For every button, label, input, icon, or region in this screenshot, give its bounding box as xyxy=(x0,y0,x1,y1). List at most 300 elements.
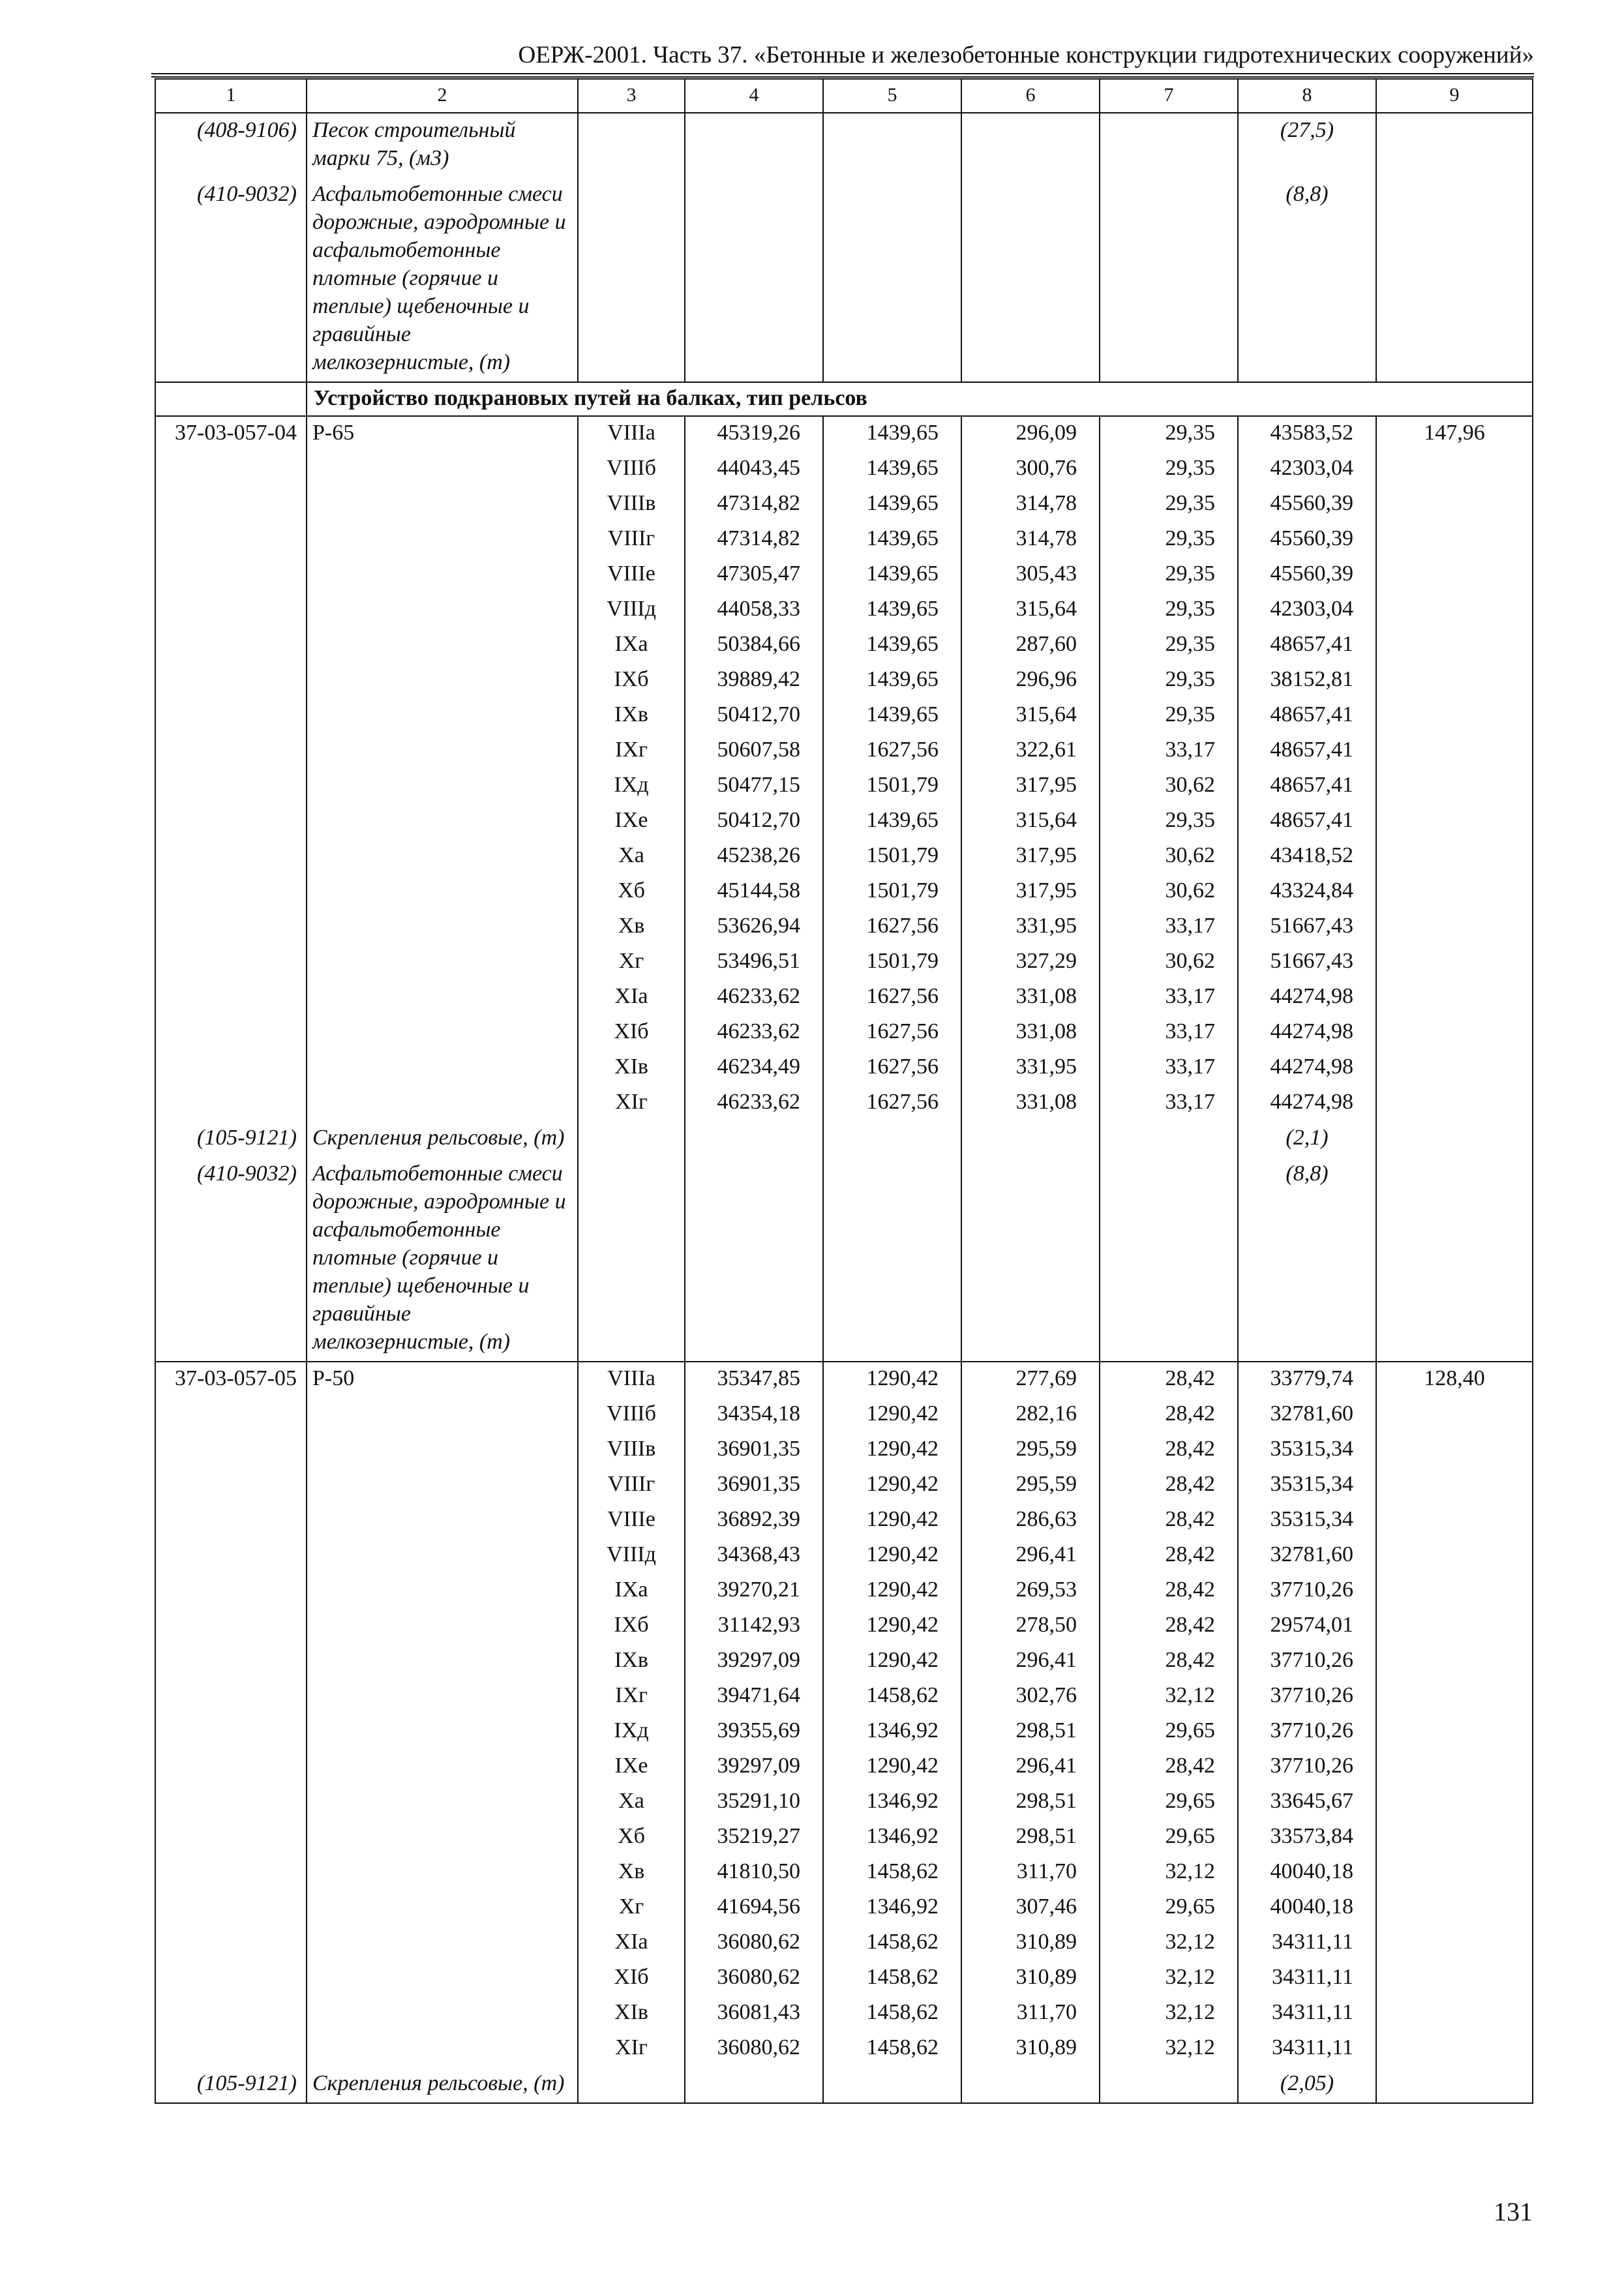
direct-cost: 36901,35 xyxy=(685,1468,823,1503)
machinist-wages: 30,62 xyxy=(1100,839,1238,875)
direct-cost: 44058,33 xyxy=(685,593,823,628)
climate-zone: XIв xyxy=(578,1996,685,2031)
machinist-wages: 28,42 xyxy=(1100,1468,1238,1503)
machinist-wages: 28,42 xyxy=(1100,1574,1238,1609)
climate-zone: VIIIб xyxy=(578,1398,685,1433)
machine-operation: 298,51 xyxy=(961,1820,1100,1855)
column-number: 3 xyxy=(578,79,685,113)
direct-cost: 44043,45 xyxy=(685,452,823,487)
resource-name: Скрепления рельсовые, (т) xyxy=(307,2067,578,2103)
wages: 1627,56 xyxy=(823,1051,961,1086)
section-title: Устройство подкрановых путей на балках, тип рельсов xyxy=(307,382,1533,416)
resource-row xyxy=(155,2067,1533,2103)
materials-cost: 44274,98 xyxy=(1238,1051,1376,1086)
materials-cost: 40040,18 xyxy=(1238,1855,1376,1891)
direct-cost: 39889,42 xyxy=(685,663,823,698)
wages: 1627,56 xyxy=(823,734,961,769)
machine-operation: 282,16 xyxy=(961,1398,1100,1433)
wages: 1458,62 xyxy=(823,1855,961,1891)
wages: 1346,92 xyxy=(823,1785,961,1820)
resource-quantity: (8,8) xyxy=(1238,177,1376,382)
resource-row xyxy=(155,113,1533,177)
wages: 1458,62 xyxy=(823,1679,961,1714)
direct-cost: 36080,62 xyxy=(685,1926,823,1961)
empty-cell xyxy=(1100,113,1238,177)
entry-code: 37-03-057-05 xyxy=(155,1362,307,2067)
wages: 1290,42 xyxy=(823,1362,961,1398)
machine-operation: 322,61 xyxy=(961,734,1100,769)
materials-cost: 37710,26 xyxy=(1238,1644,1376,1679)
machine-operation: 307,46 xyxy=(961,1891,1100,1926)
climate-zone: VIIIа xyxy=(578,416,685,452)
wages: 1439,65 xyxy=(823,487,961,522)
machine-operation: 331,95 xyxy=(961,1051,1100,1086)
machine-operation: 315,64 xyxy=(961,593,1100,628)
materials-cost: 33645,67 xyxy=(1238,1785,1376,1820)
empty-cell xyxy=(823,113,961,177)
materials-cost: 51667,43 xyxy=(1238,910,1376,945)
machine-operation: 317,95 xyxy=(961,839,1100,875)
climate-zone: Xб xyxy=(578,875,685,910)
machine-operation: 314,78 xyxy=(961,522,1100,558)
wages: 1458,62 xyxy=(823,1961,961,1996)
wages: 1439,65 xyxy=(823,522,961,558)
wages: 1346,92 xyxy=(823,1820,961,1855)
machine-operation: 295,59 xyxy=(961,1433,1100,1468)
wages: 1627,56 xyxy=(823,910,961,945)
resource-quantity: (27,5) xyxy=(1238,113,1376,177)
machinist-wages: 32,12 xyxy=(1100,1961,1238,1996)
empty-cell xyxy=(823,2067,961,2103)
direct-cost: 46233,62 xyxy=(685,1086,823,1121)
materials-cost: 48657,41 xyxy=(1238,804,1376,839)
wages: 1439,65 xyxy=(823,452,961,487)
machinist-wages: 32,12 xyxy=(1100,1996,1238,2031)
machine-operation: 278,50 xyxy=(961,1609,1100,1644)
empty-cell xyxy=(823,177,961,382)
climate-zone: IXе xyxy=(578,804,685,839)
direct-cost: 47314,82 xyxy=(685,487,823,522)
machinist-wages: 33,17 xyxy=(1100,910,1238,945)
empty-cell xyxy=(578,1157,685,1362)
climate-zone: IXе xyxy=(578,1750,685,1785)
climate-zone: IXг xyxy=(578,1679,685,1714)
climate-zone: Xа xyxy=(578,1785,685,1820)
machinist-wages: 29,65 xyxy=(1100,1714,1238,1750)
materials-cost: 45560,39 xyxy=(1238,558,1376,593)
empty-cell xyxy=(155,382,307,416)
climate-zone: XIа xyxy=(578,1926,685,1961)
empty-cell xyxy=(1376,2067,1533,2103)
materials-cost: 34311,11 xyxy=(1238,1926,1376,1961)
machine-operation: 287,60 xyxy=(961,628,1100,663)
empty-cell xyxy=(1100,177,1238,382)
machinist-wages: 29,35 xyxy=(1100,416,1238,452)
climate-zone: VIIIв xyxy=(578,487,685,522)
resource-code: (410-9032) xyxy=(155,1157,307,1362)
machine-operation: 315,64 xyxy=(961,804,1100,839)
empty-cell xyxy=(1376,1121,1533,1157)
machinist-wages: 28,42 xyxy=(1100,1750,1238,1785)
wages: 1290,42 xyxy=(823,1538,961,1574)
materials-cost: 29574,01 xyxy=(1238,1609,1376,1644)
machine-operation: 331,08 xyxy=(961,1015,1100,1051)
entry-name: Р-65 xyxy=(307,416,578,1121)
column-number: 6 xyxy=(961,79,1100,113)
wages: 1458,62 xyxy=(823,1996,961,2031)
climate-zone: VIIIб xyxy=(578,452,685,487)
machine-operation: 311,70 xyxy=(961,1855,1100,1891)
direct-cost: 35219,27 xyxy=(685,1820,823,1855)
machinist-wages: 29,35 xyxy=(1100,698,1238,734)
machine-operation: 277,69 xyxy=(961,1362,1100,1398)
machinist-wages: 29,35 xyxy=(1100,487,1238,522)
materials-cost: 43418,52 xyxy=(1238,839,1376,875)
direct-cost: 36081,43 xyxy=(685,1996,823,2031)
empty-cell xyxy=(1376,1157,1533,1362)
direct-cost: 47314,82 xyxy=(685,522,823,558)
wages: 1439,65 xyxy=(823,558,961,593)
resource-row xyxy=(155,1121,1533,1157)
materials-cost: 48657,41 xyxy=(1238,734,1376,769)
resource-code: (105-9121) xyxy=(155,2067,307,2103)
resource-code: (410-9032) xyxy=(155,177,307,382)
machinist-wages: 28,42 xyxy=(1100,1398,1238,1433)
machinist-wages: 32,12 xyxy=(1100,1855,1238,1891)
empty-cell xyxy=(961,1121,1100,1157)
wages: 1439,65 xyxy=(823,628,961,663)
climate-zone: Xа xyxy=(578,839,685,875)
materials-cost: 37710,26 xyxy=(1238,1679,1376,1714)
machine-operation: 314,78 xyxy=(961,487,1100,522)
direct-cost: 53496,51 xyxy=(685,945,823,980)
column-number: 7 xyxy=(1100,79,1238,113)
machinist-wages: 33,17 xyxy=(1100,1051,1238,1086)
entry-name: Р-50 xyxy=(307,1362,578,2067)
labor-cost: 128,40 xyxy=(1376,1362,1533,2067)
materials-cost: 45560,39 xyxy=(1238,522,1376,558)
empty-cell xyxy=(961,1157,1100,1362)
direct-cost: 50412,70 xyxy=(685,804,823,839)
labor-cost: 147,96 xyxy=(1376,416,1533,1121)
empty-cell xyxy=(823,1157,961,1362)
column-number: 1 xyxy=(155,79,307,113)
wages: 1290,42 xyxy=(823,1398,961,1433)
climate-zone: IXв xyxy=(578,1644,685,1679)
climate-zone: VIIIв xyxy=(578,1433,685,1468)
materials-cost: 35315,34 xyxy=(1238,1433,1376,1468)
direct-cost: 41694,56 xyxy=(685,1891,823,1926)
materials-cost: 34311,11 xyxy=(1238,2031,1376,2067)
resource-name: Скрепления рельсовые, (т) xyxy=(307,1121,578,1157)
direct-cost: 39355,69 xyxy=(685,1714,823,1750)
climate-zone: VIIIе xyxy=(578,558,685,593)
direct-cost: 45144,58 xyxy=(685,875,823,910)
machinist-wages: 30,62 xyxy=(1100,769,1238,804)
direct-cost: 45319,26 xyxy=(685,416,823,452)
climate-zone: XIа xyxy=(578,980,685,1015)
wages: 1290,42 xyxy=(823,1609,961,1644)
empty-cell xyxy=(578,177,685,382)
climate-zone: VIIIа xyxy=(578,1362,685,1398)
materials-cost: 33573,84 xyxy=(1238,1820,1376,1855)
machine-operation: 296,96 xyxy=(961,663,1100,698)
direct-cost: 47305,47 xyxy=(685,558,823,593)
wages: 1290,42 xyxy=(823,1433,961,1468)
resource-quantity: (2,05) xyxy=(1238,2067,1376,2103)
empty-cell xyxy=(1376,113,1533,177)
climate-zone: IXб xyxy=(578,1609,685,1644)
table-row xyxy=(155,416,1533,452)
running-header: ОЕРЖ-2001. Часть 37. «Бетонные и железобетонные конструкции гидротехнических сооружений» xyxy=(518,42,1534,68)
materials-cost: 48657,41 xyxy=(1238,698,1376,734)
machine-operation: 331,08 xyxy=(961,980,1100,1015)
resource-name: Асфальтобетонные смеси дорожные, аэродромные и асфальтобетонные плотные (горячие и теплые) щебеночные и гравийные мелкозернистые, (т) xyxy=(307,1157,578,1362)
machine-operation: 296,41 xyxy=(961,1538,1100,1574)
column-number-row xyxy=(155,79,1533,113)
table-row xyxy=(155,1362,1533,1398)
empty-cell xyxy=(1100,2067,1238,2103)
materials-cost: 51667,43 xyxy=(1238,945,1376,980)
wages: 1290,42 xyxy=(823,1644,961,1679)
materials-cost: 44274,98 xyxy=(1238,1015,1376,1051)
climate-zone: VIIIд xyxy=(578,1538,685,1574)
empty-cell xyxy=(1376,177,1533,382)
machinist-wages: 29,65 xyxy=(1100,1820,1238,1855)
machinist-wages: 29,35 xyxy=(1100,663,1238,698)
machine-operation: 296,09 xyxy=(961,416,1100,452)
wages: 1458,62 xyxy=(823,1926,961,1961)
materials-cost: 42303,04 xyxy=(1238,452,1376,487)
section-row xyxy=(155,382,1533,416)
empty-cell xyxy=(1100,1121,1238,1157)
direct-cost: 50607,58 xyxy=(685,734,823,769)
materials-cost: 35315,34 xyxy=(1238,1468,1376,1503)
direct-cost: 36901,35 xyxy=(685,1433,823,1468)
empty-cell xyxy=(685,177,823,382)
machine-operation: 269,53 xyxy=(961,1574,1100,1609)
climate-zone: VIIIе xyxy=(578,1503,685,1538)
machine-operation: 327,29 xyxy=(961,945,1100,980)
direct-cost: 39297,09 xyxy=(685,1750,823,1785)
direct-cost: 46233,62 xyxy=(685,980,823,1015)
machinist-wages: 29,65 xyxy=(1100,1785,1238,1820)
wages: 1290,42 xyxy=(823,1750,961,1785)
direct-cost: 36892,39 xyxy=(685,1503,823,1538)
machine-operation: 315,64 xyxy=(961,698,1100,734)
climate-zone: IXд xyxy=(578,1714,685,1750)
machinist-wages: 29,35 xyxy=(1100,558,1238,593)
wages: 1290,42 xyxy=(823,1468,961,1503)
header-rule xyxy=(151,73,1534,74)
machine-operation: 298,51 xyxy=(961,1714,1100,1750)
direct-cost: 39270,21 xyxy=(685,1574,823,1609)
wages: 1501,79 xyxy=(823,875,961,910)
wages: 1439,65 xyxy=(823,698,961,734)
climate-zone: Xб xyxy=(578,1820,685,1855)
resource-quantity: (2,1) xyxy=(1238,1121,1376,1157)
climate-zone: VIIIг xyxy=(578,1468,685,1503)
column-number: 2 xyxy=(307,79,578,113)
machine-operation: 311,70 xyxy=(961,1996,1100,2031)
materials-cost: 43324,84 xyxy=(1238,875,1376,910)
wages: 1501,79 xyxy=(823,839,961,875)
climate-zone: VIIIг xyxy=(578,522,685,558)
machine-operation: 331,95 xyxy=(961,910,1100,945)
direct-cost: 36080,62 xyxy=(685,1961,823,1996)
machinist-wages: 28,42 xyxy=(1100,1362,1238,1398)
machinist-wages: 33,17 xyxy=(1100,980,1238,1015)
wages: 1501,79 xyxy=(823,945,961,980)
climate-zone: IXг xyxy=(578,734,685,769)
direct-cost: 50477,15 xyxy=(685,769,823,804)
wages: 1501,79 xyxy=(823,769,961,804)
resource-row xyxy=(155,1157,1533,1362)
climate-zone: IXд xyxy=(578,769,685,804)
machine-operation: 310,89 xyxy=(961,2031,1100,2067)
machinist-wages: 29,35 xyxy=(1100,804,1238,839)
empty-cell xyxy=(961,113,1100,177)
empty-cell xyxy=(961,2067,1100,2103)
empty-cell xyxy=(578,113,685,177)
materials-cost: 37710,26 xyxy=(1238,1750,1376,1785)
materials-cost: 34311,11 xyxy=(1238,1996,1376,2031)
climate-zone: XIг xyxy=(578,1086,685,1121)
materials-cost: 37710,26 xyxy=(1238,1714,1376,1750)
climate-zone: Xв xyxy=(578,910,685,945)
direct-cost: 35347,85 xyxy=(685,1362,823,1398)
column-number: 4 xyxy=(685,79,823,113)
climate-zone: IXа xyxy=(578,628,685,663)
wages: 1627,56 xyxy=(823,1086,961,1121)
machinist-wages: 29,65 xyxy=(1100,1891,1238,1926)
empty-cell xyxy=(823,1121,961,1157)
climate-zone: Xг xyxy=(578,945,685,980)
climate-zone: XIв xyxy=(578,1051,685,1086)
materials-cost: 35315,34 xyxy=(1238,1503,1376,1538)
wages: 1627,56 xyxy=(823,980,961,1015)
materials-cost: 44274,98 xyxy=(1238,980,1376,1015)
machine-operation: 305,43 xyxy=(961,558,1100,593)
materials-cost: 48657,41 xyxy=(1238,769,1376,804)
machinist-wages: 33,17 xyxy=(1100,1015,1238,1051)
empty-cell xyxy=(685,1157,823,1362)
machinist-wages: 29,35 xyxy=(1100,593,1238,628)
table-body xyxy=(155,79,1533,2103)
machinist-wages: 32,12 xyxy=(1100,1926,1238,1961)
direct-cost: 31142,93 xyxy=(685,1609,823,1644)
resource-name: Песок строительный марки 75, (м3) xyxy=(307,113,578,177)
entry-code: 37-03-057-04 xyxy=(155,416,307,1121)
empty-cell xyxy=(685,1121,823,1157)
column-number: 9 xyxy=(1376,79,1533,113)
machinist-wages: 33,17 xyxy=(1100,1086,1238,1121)
header-rule-double xyxy=(151,76,1534,78)
climate-zone: Xв xyxy=(578,1855,685,1891)
materials-cost: 32781,60 xyxy=(1238,1398,1376,1433)
direct-cost: 50412,70 xyxy=(685,698,823,734)
wages: 1439,65 xyxy=(823,416,961,452)
wages: 1439,65 xyxy=(823,663,961,698)
materials-cost: 44274,98 xyxy=(1238,1086,1376,1121)
price-table xyxy=(155,78,1533,2104)
climate-zone: XIб xyxy=(578,1015,685,1051)
machine-operation: 296,41 xyxy=(961,1750,1100,1785)
machinist-wages: 33,17 xyxy=(1100,734,1238,769)
direct-cost: 50384,66 xyxy=(685,628,823,663)
wages: 1627,56 xyxy=(823,1015,961,1051)
materials-cost: 48657,41 xyxy=(1238,628,1376,663)
climate-zone: XIг xyxy=(578,2031,685,2067)
wages: 1458,62 xyxy=(823,2031,961,2067)
climate-zone: Xг xyxy=(578,1891,685,1926)
machinist-wages: 28,42 xyxy=(1100,1503,1238,1538)
empty-cell xyxy=(578,1121,685,1157)
materials-cost: 38152,81 xyxy=(1238,663,1376,698)
climate-zone: IXв xyxy=(578,698,685,734)
machinist-wages: 30,62 xyxy=(1100,945,1238,980)
direct-cost: 53626,94 xyxy=(685,910,823,945)
direct-cost: 46233,62 xyxy=(685,1015,823,1051)
machinist-wages: 32,12 xyxy=(1100,1679,1238,1714)
machine-operation: 295,59 xyxy=(961,1468,1100,1503)
empty-cell xyxy=(685,2067,823,2103)
direct-cost: 39297,09 xyxy=(685,1644,823,1679)
materials-cost: 40040,18 xyxy=(1238,1891,1376,1926)
machine-operation: 302,76 xyxy=(961,1679,1100,1714)
resource-row xyxy=(155,177,1533,382)
wages: 1346,92 xyxy=(823,1714,961,1750)
materials-cost: 34311,11 xyxy=(1238,1961,1376,1996)
column-number: 5 xyxy=(823,79,961,113)
machine-operation: 317,95 xyxy=(961,769,1100,804)
materials-cost: 42303,04 xyxy=(1238,593,1376,628)
climate-zone: IXа xyxy=(578,1574,685,1609)
direct-cost: 46234,49 xyxy=(685,1051,823,1086)
machine-operation: 331,08 xyxy=(961,1086,1100,1121)
machine-operation: 310,89 xyxy=(961,1961,1100,1996)
wages: 1290,42 xyxy=(823,1574,961,1609)
machine-operation: 317,95 xyxy=(961,875,1100,910)
resource-code: (105-9121) xyxy=(155,1121,307,1157)
direct-cost: 36080,62 xyxy=(685,2031,823,2067)
resource-quantity: (8,8) xyxy=(1238,1157,1376,1362)
materials-cost: 37710,26 xyxy=(1238,1574,1376,1609)
climate-zone: XIб xyxy=(578,1961,685,1996)
wages: 1439,65 xyxy=(823,804,961,839)
machine-operation: 298,51 xyxy=(961,1785,1100,1820)
machinist-wages: 29,35 xyxy=(1100,522,1238,558)
wages: 1290,42 xyxy=(823,1503,961,1538)
materials-cost: 43583,52 xyxy=(1238,416,1376,452)
machinist-wages: 28,42 xyxy=(1100,1644,1238,1679)
resource-code: (408-9106) xyxy=(155,113,307,177)
empty-cell xyxy=(961,177,1100,382)
materials-cost: 32781,60 xyxy=(1238,1538,1376,1574)
machine-operation: 300,76 xyxy=(961,452,1100,487)
wages: 1439,65 xyxy=(823,593,961,628)
direct-cost: 39471,64 xyxy=(685,1679,823,1714)
empty-cell xyxy=(578,2067,685,2103)
machinist-wages: 28,42 xyxy=(1100,1609,1238,1644)
direct-cost: 35291,10 xyxy=(685,1785,823,1820)
direct-cost: 34368,43 xyxy=(685,1538,823,1574)
machine-operation: 296,41 xyxy=(961,1644,1100,1679)
wages: 1346,92 xyxy=(823,1891,961,1926)
machinist-wages: 29,35 xyxy=(1100,452,1238,487)
direct-cost: 41810,50 xyxy=(685,1855,823,1891)
machinist-wages: 28,42 xyxy=(1100,1538,1238,1574)
